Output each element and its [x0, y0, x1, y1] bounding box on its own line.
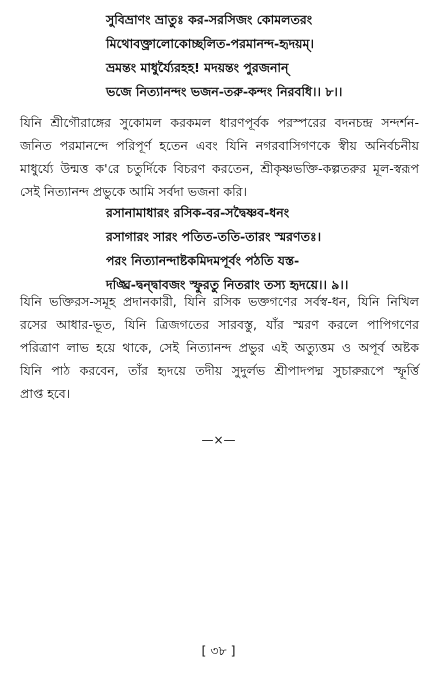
paragraph-line: যিনি ভক্তিরস-সমূহ প্রদানকারী, যিনি রসিক ভক্তগণের সর্বস্ব-ধন, যিনি নিখিল	[20, 294, 419, 309]
paragraph-line: পরিত্রাণ লাভ হয়ে থাকে, সেই নিত্যানন্দ প্রভুর এই অত্যুত্তম ও অপূর্ব অষ্টক	[20, 340, 419, 355]
page-number: [ ৩৮ ]	[201, 643, 236, 658]
section-separator: —×—	[201, 433, 236, 447]
paragraph-line: যিনি পাঠ করবেন, তাঁর হৃদয়ে তদীয় সুদুর্লভ শ্রীপাদপদ্ম সুচারুরূপে স্ফূর্ত্তি	[20, 363, 419, 378]
verse-line: ভজে নিত্যানন্দং ভজন-তরু-কন্দং নিরবধি।। ৮।।	[106, 84, 343, 99]
verse-line: রসাগারং সারং পতিত-ততি-তারং স্মরণতঃ।	[106, 229, 322, 244]
translation-paragraph-1	[20, 111, 419, 203]
verse-8	[0, 8, 437, 104]
verse-line: সুবিভ্রাণং ভ্রাতুঃ কর-সরসিজং কোমলতরং	[106, 12, 313, 27]
paragraph-line: জনিত পরমানন্দে পরিপূর্ণ হতেন এবং যিনি নগরবাসিগণকে স্বীয় অনির্বচনীয়	[20, 138, 419, 153]
paragraph-line: মাধুর্য্যে উন্মত্ত ক'রে চতুর্দিকে বিচরণ করতেন, শ্রীকৃষ্ণভক্তি-কল্পতরুর মূল-স্বরূপ	[20, 161, 419, 176]
paragraph-line: রসের আধার-ভূত, যিনি ত্রিজগতের সারবস্তু, যাঁর স্মরণ করলে পাপিগণের	[20, 317, 419, 332]
verse-line: পরং নিত্যানন্দাষ্টকমিদমপূর্বং পঠতি যস্ত-	[106, 253, 300, 268]
verse-line: দঙ্ঘ্রি-দ্বন্দ্বাবজং স্ফুরতু নিতরাং তস্য হৃদয়ে।। ৯।।	[106, 277, 349, 292]
verse-9	[0, 201, 437, 297]
translation-paragraph-2	[20, 290, 419, 405]
verse-line: ভ্রমন্তং মাধুর্য্যৈরহহ! মদয়ন্তং পুরজনান্	[106, 60, 289, 75]
paragraph-line: যিনি শ্রীগৌরাঙ্গের সুকোমল করকমল ধারণপূর্বক পরস্পরের বদনচন্দ্র সন্দর্শন-	[20, 115, 419, 130]
verse-line: মিথোবক্ত্রালোকোচ্ছলিত-পরমানন্দ-হৃদয়ম্।	[106, 36, 314, 51]
paragraph-line: সেই নিত্যানন্দ প্রভুকে আমি সর্বদা ভজনা করি।	[20, 184, 247, 199]
verse-line: রসানামাধারং রসিক-বর-সদ্বৈষ্ণব-ধনং	[106, 205, 290, 220]
paragraph-line: প্রাপ্ত হবে।	[20, 386, 71, 401]
